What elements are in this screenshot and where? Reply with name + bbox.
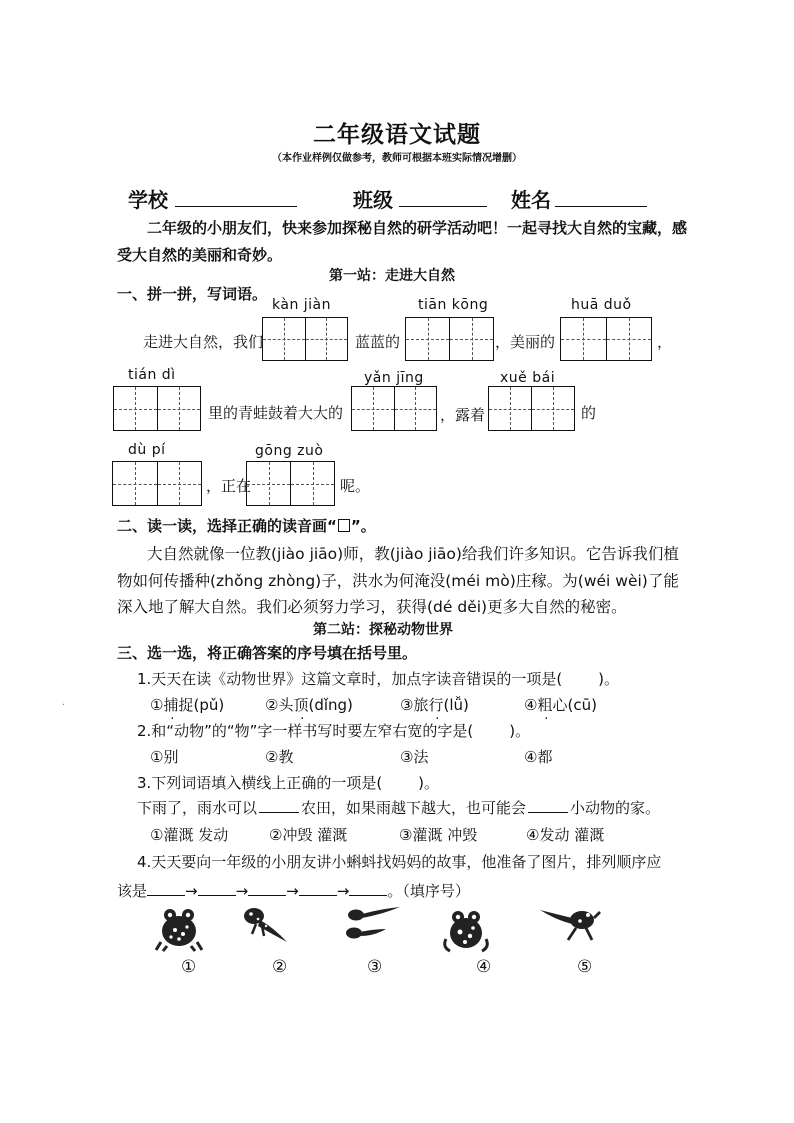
writing-box-du-pi[interactable] <box>112 461 202 506</box>
q4-blank-1[interactable] <box>147 881 185 896</box>
q2-stem <box>137 720 530 741</box>
passage-line-3: 深入地了解大自然。我们必须努力学习，获得(dé děi)更多大自然的秘密。 <box>117 598 627 616</box>
q3-option-4: ④发动 灌溉 <box>526 826 605 844</box>
pinyin-tian-di: tián dì <box>128 367 176 383</box>
section-1-heading: 一、拼一拼，写词语。 <box>117 285 268 303</box>
passage-line-1: 大自然就像一位教(jiào jiāo)师，教(jiào jiāo)给我们许多知识。它告诉我们植 <box>147 545 679 563</box>
picture-label-3: ③ <box>367 957 383 977</box>
q4-arrow-3: → <box>286 882 299 900</box>
circle-box-symbol <box>338 519 350 532</box>
sentence-3-part-h: ，正在 <box>206 477 252 495</box>
q3-blank-1[interactable] <box>259 798 299 813</box>
page-title: 二年级语文试题 <box>313 122 481 148</box>
pinyin-tian-kong: tiān kōng <box>418 297 489 313</box>
section-2-heading-text: 二、读一读，选择正确的读音画“ <box>117 517 337 535</box>
sentence-3-part-i: 呢。 <box>340 477 371 495</box>
q3-sentence-b: 农田，如果雨越下越大，也可能会 <box>301 799 527 817</box>
q2-stem-text: 2.和“动物”的“物”字一样书写时要左窄右宽的字是( <box>137 722 474 740</box>
sentence-2-part-e: 里的青蛙鼓着大大的 <box>208 404 344 422</box>
q3-sentence-a: 下雨了，雨水可以 <box>137 799 258 817</box>
q4-prefix: 该是 <box>117 882 148 900</box>
q3-blank-2[interactable] <box>528 798 568 813</box>
pinyin-kan-jian: kàn jiàn <box>272 297 331 313</box>
name-label: 姓名 <box>511 188 551 212</box>
writing-box-yan-jing[interactable] <box>351 386 437 431</box>
class-label: 班级 <box>353 188 393 212</box>
q2-option-3: ③法 <box>400 748 429 766</box>
pinyin-du-pi: dù pí <box>128 442 166 458</box>
q1-stem <box>137 668 619 689</box>
q1-option-1: ①捕捉(pǔ) <box>150 696 225 714</box>
q3-sentence <box>137 797 660 818</box>
q2-option-1: ①别 <box>150 748 179 766</box>
frog-adult-icon <box>155 904 203 952</box>
school-blank[interactable] <box>175 205 297 207</box>
q4-arrow-1: → <box>185 882 198 900</box>
q4-blank-3[interactable] <box>248 881 286 896</box>
q3-option-1: ①灌溉 发动 <box>150 826 229 844</box>
writing-box-tian-kong[interactable] <box>405 317 494 361</box>
q4-blank-2[interactable] <box>198 881 236 896</box>
q4-stem-line-1: 4.天天要向一年级的小朋友讲小蝌蚪找妈妈的故事，他准备了图片，排列顺序应 <box>137 853 662 871</box>
section-2-heading <box>117 515 376 536</box>
stray-dot: · <box>62 700 66 711</box>
pinyin-yan-jing: yǎn jīng <box>364 370 424 386</box>
picture-label-4: ④ <box>476 957 492 977</box>
writing-box-tian-di[interactable] <box>113 386 201 431</box>
writing-box-hua-duo[interactable] <box>560 317 652 361</box>
passage-line-2: 物如何传播种(zhǒng zhòng)子，洪水为何淹没(méi mò)庄稼。为(wéi wèi)了能 <box>117 572 679 590</box>
picture-label-5: ⑤ <box>577 957 593 977</box>
sentence-2-part-g: 的 <box>581 404 597 422</box>
sentence-1-part-d: ， <box>657 333 673 351</box>
q1-option-4: ④粗心(cū) <box>524 696 597 714</box>
picture-label-1: ① <box>181 957 197 977</box>
sentence-1-part-c: ，美丽的 <box>495 333 556 351</box>
station-1-title: 第一站：走进大自然 <box>329 268 455 284</box>
q3-stem-text: 3.下列词语填入横线上正确的一项是( <box>137 774 383 792</box>
tadpole-with-legs-icon <box>240 906 290 946</box>
q2-option-4: ④都 <box>524 748 553 766</box>
q3-stem-end: )。 <box>418 774 440 792</box>
tadpoles-icon <box>342 905 404 945</box>
intro-line-2: 受大自然的美丽和奇妙。 <box>117 246 283 264</box>
pinyin-xue-bai: xuě bái <box>500 370 556 386</box>
froglet-with-tail-icon <box>538 906 602 944</box>
sentence-1-part-b: 蓝蓝的 <box>355 333 401 351</box>
q3-sentence-c: 小动物的家。 <box>570 799 661 817</box>
q3-option-3: ③灌溉 冲毁 <box>399 826 478 844</box>
section-2-heading-end: ”。 <box>350 517 376 535</box>
station-2-title: 第二站：探秘动物世界 <box>313 622 453 638</box>
q4-arrow-4: → <box>336 882 350 900</box>
frog-spotted-icon <box>440 903 492 955</box>
q1-option-3: ③旅行(lǚ) <box>400 696 469 714</box>
intro-line-1: 二年级的小朋友们，快来参加探秘自然的研学活动吧！一起寻找大自然的宝藏，感 <box>147 219 688 237</box>
picture-label-2: ② <box>272 957 288 977</box>
class-blank[interactable] <box>399 205 487 207</box>
writing-box-xue-bai[interactable] <box>488 386 575 431</box>
pinyin-gong-zuo: gōng zuò <box>255 443 324 459</box>
q3-stem <box>137 772 439 793</box>
q4-arrow-2: → <box>235 882 249 900</box>
writing-box-gong-zuo[interactable] <box>246 461 335 506</box>
q4-stem-line-2 <box>117 880 470 901</box>
q1-stem-end: )。 <box>598 670 620 688</box>
sentence-2-part-f: ，露着 <box>440 406 486 424</box>
school-label: 学校 <box>128 188 168 212</box>
name-blank[interactable] <box>555 205 647 207</box>
q2-stem-end: )。 <box>509 722 531 740</box>
q2-option-2: ②教 <box>265 748 294 766</box>
q4-blank-5[interactable] <box>349 881 387 896</box>
pinyin-hua-duo: huā duǒ <box>571 297 632 313</box>
page-subtitle: （本作业样例仅做参考，教师可根据本班实际情况增删） <box>272 153 522 164</box>
q1-option-2: ②头顶(dǐng) <box>265 696 353 714</box>
writing-box-kan-jian[interactable] <box>262 317 348 361</box>
section-3-heading: 三、选一选，将正确答案的序号填在括号里。 <box>117 644 418 662</box>
q3-option-2: ②冲毁 灌溉 <box>269 826 348 844</box>
q1-stem-text: 1.天天在读《动物世界》这篇文章时，加点字读音错误的一项是( <box>137 670 563 688</box>
sentence-1-part-a: 走进大自然，我们 <box>143 333 264 351</box>
q4-suffix: 。（填序号） <box>387 882 470 900</box>
q4-blank-4[interactable] <box>299 881 337 896</box>
